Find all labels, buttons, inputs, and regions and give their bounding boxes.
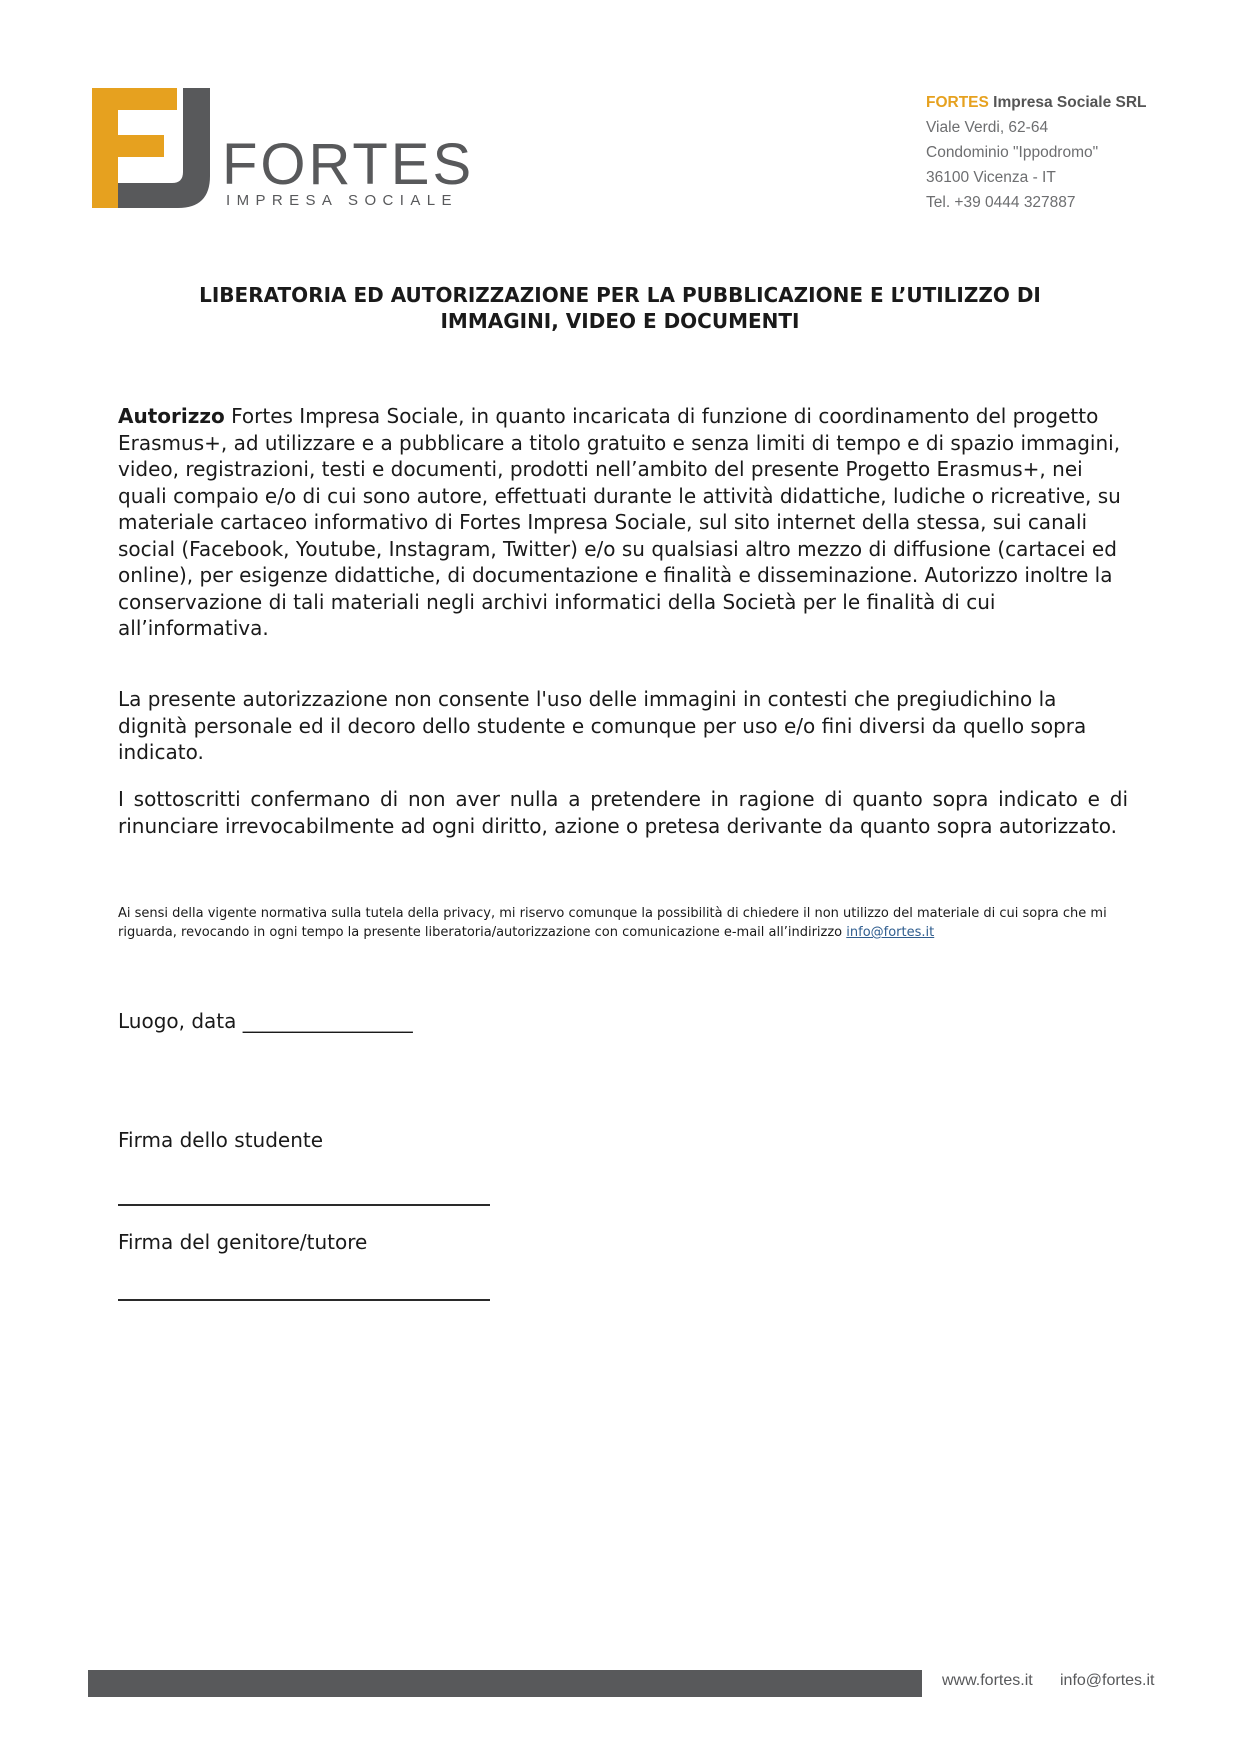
company-name-rest: Impresa Sociale SRL	[988, 94, 1147, 111]
limitation-paragraph: La presente autorizzazione non consente l'uso delle immagini in contesti che pregiudichino la dignità personale ed il decoro dello studente e comunque per uso e/o fini diversi da quello sopra indicato.	[118, 687, 1087, 764]
company-address-line3: 36100 Vicenza - IT	[926, 169, 1056, 186]
document-title	[140, 282, 1100, 334]
waiver-paragraph: I sottoscritti confermano di non aver nulla a pretendere in ragione di quanto sopra indicato e di rinunciare irrevocabilmente ad ogni diritto, azione o pretesa derivante da quanto sopra autorizzato.	[118, 787, 1128, 838]
company-address-line1: Viale Verdi, 62-64	[926, 119, 1049, 136]
company-name	[926, 90, 1147, 115]
company-info	[926, 90, 1147, 215]
footer-email[interactable]: info@fortes.it	[1060, 1672, 1155, 1689]
guardian-signature-line[interactable]	[118, 1299, 490, 1301]
student-signature-line[interactable]	[118, 1204, 490, 1206]
fortes-logo-mark-icon	[92, 88, 210, 208]
title-line-1: LIBERATORIA ED AUTORIZZAZIONE PER LA PUBBLICAZIONE E L’UTILIZZO DI	[199, 283, 1041, 307]
company-address-line2: Condominio "Ippodromo"	[926, 144, 1099, 161]
title-line-2: IMMAGINI, VIDEO E DOCUMENTI	[440, 309, 800, 333]
privacy-notice	[118, 904, 1128, 942]
authorization-text: Fortes Impresa Sociale, in quanto incaricata di funzione di coordinamento del progetto Erasmus+, ad utilizzare e a pubblicare a titolo gratuito e senza limiti di tempo e di spazio immagini, video, registrazioni, testi e documenti, prodotti nell’ambito del presente Progetto Erasmus+, nei quali compaio e/o di cui sono autore, effettuati durante le attività didattiche, ludiche o ricreative, su materiale cartaceo informativo di Fortes Impresa Sociale, sul sito internet della stessa, sui canali social (Facebook, Youtube, Instagram, Twitter) e/o su qualsiasi altro mezzo di diffusione (cartacei ed online), per esigenze didattiche, di documentazione e finalità e disseminazione. Autorizzo inoltre la conservazione di tali materiali negli archivi informatici della Società per le finalità di cui all’informativa.	[118, 404, 1121, 640]
company-phone: Tel. +39 0444 327887	[926, 194, 1076, 211]
authorization-paragraph	[118, 403, 1128, 642]
logo-name: FORTES	[222, 132, 475, 197]
authorization-keyword: Autorizzo	[118, 404, 225, 428]
footer-bar	[88, 1670, 922, 1697]
guardian-signature-label: Firma del genitore/tutore	[118, 1230, 368, 1254]
privacy-text: Ai sensi della vigente normativa sulla tutela della privacy, mi riservo comunque la possibilità di chiedere il non utilizzo del materiale di cui sopra che mi riguarda, revocando in ogni tempo la presente liberatoria/autorizzazione con comunicazione e-mail all’indirizzo	[118, 906, 1107, 940]
student-signature-label: Firma dello studente	[118, 1128, 324, 1152]
footer-website[interactable]: www.fortes.it	[942, 1672, 1033, 1689]
privacy-email-link[interactable]: info@fortes.it	[846, 925, 935, 940]
place-date-field[interactable]: Luogo, data _________________	[118, 1009, 413, 1033]
logo-subtitle: IMPRESA SOCIALE	[226, 192, 458, 209]
fortes-logo	[92, 88, 475, 210]
company-brand: FORTES	[926, 94, 989, 111]
